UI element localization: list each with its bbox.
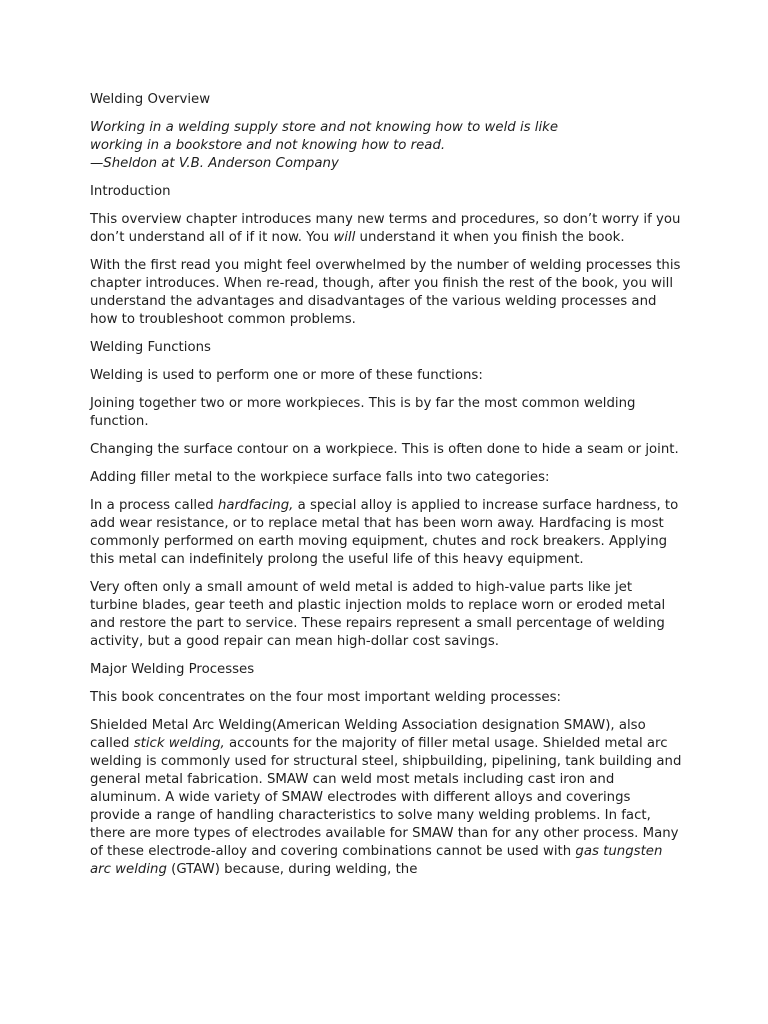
stick-welding-term: stick welding,: [133, 736, 225, 751]
welding-functions-heading: Welding Functions: [90, 340, 211, 355]
hardfacing-text-a: In a process called: [90, 498, 218, 513]
hardfacing-term: hardfacing,: [217, 498, 294, 513]
function-joining: Joining together two or more workpieces. This is by far the most common welding function.: [90, 396, 636, 429]
document-page: [90, 91, 682, 889]
function-filler: Adding filler metal to the workpiece surface falls into two categories:: [90, 470, 550, 485]
intro-paragraph-1: [90, 211, 682, 247]
epigraph-line-2: working in a bookstore and not knowing how to read.: [90, 138, 446, 153]
gtaw-term: gas tungsten arc welding: [90, 844, 663, 877]
smaw-paragraph: [90, 717, 682, 879]
epigraph: [90, 119, 682, 173]
intro-p1-emphasis: will: [333, 230, 356, 245]
smaw-text-c: (GTAW) because, during welding, the: [166, 862, 418, 877]
hardfacing-paragraph: [90, 497, 682, 569]
epigraph-attribution: —Sheldon at V.B. Anderson Company: [90, 156, 339, 171]
repair-paragraph: Very often only a small amount of weld metal is added to high-value parts like jet turbine blades, gear teeth and plastic injection molds to replace worn or eroded metal and restore the part to service. These repairs represent a small percentage of welding activity, but a good repair can mean high-dollar cost savings.: [90, 580, 666, 649]
major-processes-heading: Major Welding Processes: [90, 662, 255, 677]
smaw-text-b: accounts for the majority of filler metal usage. Shielded metal arc welding is commonly used for structural steel, shipbuilding, pipelining, tank building and general metal fabrication. SMAW can weld most metals including cast iron and aluminum. A wide variety of SMAW electrodes with different alloys and coverings provide a range of handling characteristics to solve many welding problems. In fact, there are more types of electrodes available for SMAW than for any other process. Many of these electrode-alloy and covering combinations cannot be used with: [90, 736, 682, 859]
intro-paragraph-2: With the first read you might feel overwhelmed by the number of welding processes this chapter introduces. When re-read, though, after you finish the rest of the book, you will understand the advantages and disadvantages of the various welding processes and how to troubleshoot common problems.: [90, 258, 681, 327]
smaw-text-a: Shielded Metal Arc Welding(American Welding Association designation SMAW), also called: [90, 718, 646, 751]
processes-intro: This book concentrates on the four most important welding processes:: [90, 690, 562, 705]
function-contour: Changing the surface contour on a workpiece. This is often done to hide a seam or joint.: [90, 442, 679, 457]
hardfacing-text-b: a special alloy is applied to increase surface hardness, to add wear resistance, or to replace metal that has been worn away. Hardfacing is most commonly performed on earth moving equipment, chutes and rock breakers. Applying this metal can indefinitely prolong the useful life of this heavy equipment.: [90, 498, 679, 567]
epigraph-line-1: Working in a welding supply store and not knowing how to weld is like: [90, 120, 559, 135]
document-title: Welding Overview: [90, 92, 211, 107]
introduction-heading: Introduction: [90, 184, 171, 199]
intro-p1-text-b: understand it when you finish the book.: [355, 230, 625, 245]
functions-intro: Welding is used to perform one or more of these functions:: [90, 368, 483, 383]
intro-p1-text-a: This overview chapter introduces many new terms and procedures, so don’t worry if you don’t understand all of if it now. You: [90, 212, 681, 245]
